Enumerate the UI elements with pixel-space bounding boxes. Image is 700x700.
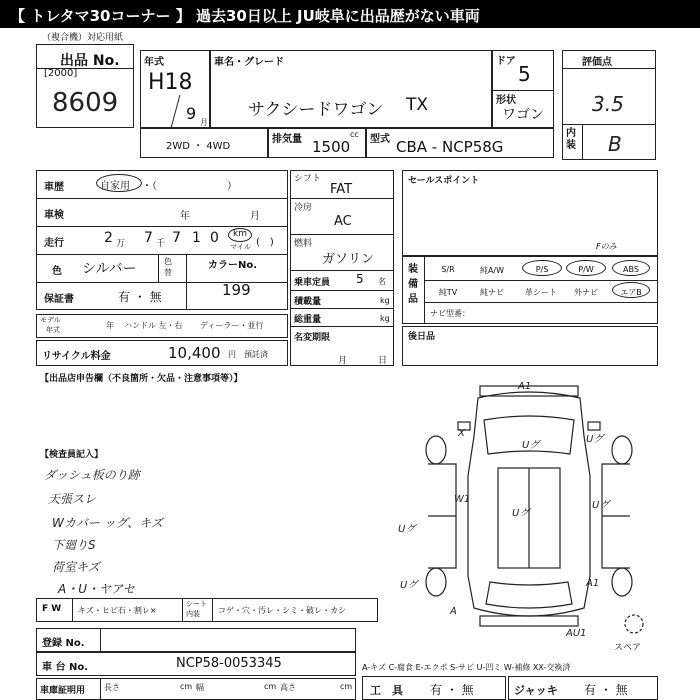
- sales-label: セールスポイント: [408, 176, 480, 186]
- inspector-label: 【検査員記入】: [40, 450, 104, 460]
- inspector-line: ダッシュ板のり跡: [44, 468, 140, 482]
- recycle-unit: 円: [228, 350, 236, 359]
- form-subnote: （複合機）対応用紙: [42, 33, 124, 43]
- weight-label: 総重量: [294, 315, 322, 325]
- equip-navi: 純ナビ: [480, 288, 504, 297]
- color-no-value: 199: [222, 281, 251, 299]
- chassis-value: NCP58-0053345: [176, 656, 282, 671]
- equip-tv: 純TV: [438, 288, 458, 297]
- certificate-height: 高さ: [280, 683, 296, 692]
- fw-items: キズ・ヒビ石・割レ×: [78, 606, 157, 615]
- jack-label: ジャッキ: [514, 684, 558, 697]
- ac-label: 冷房: [294, 203, 313, 213]
- inspection-label: 車検: [44, 210, 64, 221]
- inspector-line: Wカバー ッグ、キズ: [52, 516, 163, 530]
- recycle-note: 預託済: [244, 350, 268, 359]
- model-grade: TX: [406, 95, 429, 115]
- certificate-unit: cm: [180, 682, 193, 691]
- capacity-value: 5: [356, 272, 364, 286]
- inspection-year: 年: [180, 211, 190, 222]
- validity-label: 名変期限: [294, 333, 331, 343]
- damage-mark: W1: [454, 494, 471, 505]
- capacity-label: 乗車定員: [294, 278, 331, 288]
- mileage-sen: 7: [144, 230, 153, 246]
- ac-value: AC: [334, 214, 352, 229]
- fuel-value: ガソリン: [322, 252, 375, 267]
- damage-mark: A: [450, 606, 457, 617]
- fw-label: F W: [42, 604, 62, 614]
- interior-label: 内装: [566, 128, 576, 151]
- year-era: H18: [148, 70, 193, 95]
- mileage-km: km: [233, 229, 247, 239]
- equip-label: 装備品: [408, 264, 418, 305]
- shift-value: FAT: [330, 182, 353, 197]
- damage-mark: Uグ: [398, 524, 416, 535]
- doors-value: 5: [518, 62, 531, 86]
- history-value: 自家用: [100, 181, 130, 192]
- handle-dealer: ディーラー・並行: [200, 321, 264, 330]
- type-label: 型式: [370, 134, 390, 145]
- capacity-unit: 名: [378, 277, 386, 286]
- equip-abs: ABS: [623, 265, 639, 274]
- declaration-label: 【出品店申告欄（不良箇所・欠品・注意事項等）】: [40, 374, 243, 384]
- equip-pw: P/W: [578, 265, 594, 274]
- certificate-label: 車庫証明用: [40, 686, 86, 696]
- damage-mark: Uグ: [522, 440, 540, 451]
- doors-label: ドア: [496, 56, 516, 67]
- tools-value: 有 ・ 無: [430, 683, 474, 697]
- damage-mark: A1: [518, 381, 532, 392]
- damage-mark: Uグ: [586, 434, 604, 445]
- equip-aw: 純A/W: [479, 266, 505, 275]
- recycle-label: リサイクル料金: [42, 351, 111, 362]
- rating-value: 3.5: [592, 92, 624, 116]
- warranty-value: 有 ・ 無: [118, 290, 162, 304]
- handle-label2: 年式: [46, 326, 60, 334]
- rating-label: 評価点: [582, 57, 612, 68]
- mileage-sen-unit: 千: [156, 239, 166, 249]
- lot-number: 8609: [52, 88, 119, 118]
- weight-unit: kg: [380, 314, 390, 323]
- inspection-month: 月: [250, 211, 260, 222]
- shape-label: 形状: [496, 95, 516, 106]
- damage-mark: Uグ: [400, 580, 418, 591]
- inspector-line: 天張スレ: [48, 492, 97, 506]
- history-label: 車歴: [44, 182, 64, 193]
- displacement-unit: cc: [350, 130, 359, 139]
- history-rest: ・（ ）: [142, 181, 237, 192]
- mileage-digit4: 1: [192, 230, 201, 246]
- damage-mark: A1: [586, 578, 600, 589]
- certificate-width: 幅: [196, 683, 204, 692]
- equip-navi-model: ナビ型番：: [430, 309, 470, 318]
- model-name: サクシードワゴン: [248, 100, 384, 120]
- later-label: 後日品: [408, 332, 436, 342]
- banner-text: 【 トレタマ30コーナー 】 過去30日以上 JU岐阜に出品歴がない車両: [10, 7, 480, 25]
- damage-mark: AU1: [566, 628, 587, 639]
- drive-label: 2WD ・ 4WD: [166, 141, 231, 152]
- handle-year: 年: [106, 321, 114, 330]
- fw-sheet: シート内装: [186, 600, 207, 618]
- handle-label1: モデル: [40, 316, 61, 324]
- tools-label: 工 具: [370, 684, 403, 697]
- equip-ext-navi: 外ナビ: [574, 288, 598, 297]
- inspector-line: 荷室キズ: [52, 560, 100, 574]
- equip-ps: P/S: [535, 265, 549, 274]
- validity-month: 月: [338, 356, 348, 366]
- damage-legend: A-キズ C-腐食 E-エクボ S-サビ U-凹ミ W-補修 XX-交換済: [362, 663, 571, 672]
- certificate-unit: cm: [264, 682, 277, 691]
- handle-side: ハンドル 左・右: [124, 321, 183, 330]
- load-label: 積載量: [294, 297, 322, 307]
- lot-tag: [2000]: [44, 68, 78, 79]
- damage-mark: Uグ: [512, 508, 530, 519]
- color-no-label: カラーNo.: [208, 260, 258, 271]
- mileage-label: 走行: [44, 238, 64, 249]
- equip-sr: S/R: [441, 265, 455, 274]
- equip-note: Fのみ: [596, 242, 617, 251]
- recycle-value: 10,400: [168, 344, 221, 362]
- certificate-length: 長さ: [104, 683, 120, 692]
- mileage-man: 2: [104, 230, 113, 246]
- interior-value: B: [608, 132, 622, 156]
- year-month-unit: 月: [200, 118, 208, 127]
- shape-value: ワゴン: [502, 107, 544, 123]
- mileage-man-unit: 万: [116, 239, 126, 249]
- color-change-label: 色替: [164, 257, 172, 277]
- fuel-label: 燃料: [294, 239, 313, 249]
- displacement-label: 排気量: [272, 134, 302, 145]
- inspector-line: 下廻りS: [52, 538, 96, 552]
- lot-label: 出品 No.: [60, 53, 120, 69]
- warranty-label: 保証書: [44, 294, 74, 305]
- jack-value: 有 ・ 無: [584, 683, 628, 697]
- certificate-unit: cm: [340, 682, 353, 691]
- year-month: 9: [186, 104, 197, 123]
- equip-leather: 革シート: [525, 288, 557, 297]
- shift-label: シフト: [294, 174, 322, 184]
- displacement-value: 1500: [312, 138, 351, 156]
- spare-label: スペア: [614, 643, 642, 653]
- chassis-label: 車 台 No.: [42, 662, 89, 673]
- registration-label: 登録 No.: [42, 638, 85, 649]
- mileage-digit5: 0: [210, 230, 219, 246]
- type-value: CBA - NCP58G: [396, 138, 504, 156]
- inspector-line: A・U・ヤアセ: [58, 582, 135, 596]
- validity-day: 日: [378, 356, 388, 366]
- color-value: シルバー: [82, 261, 137, 277]
- color-label: 色: [52, 266, 62, 277]
- year-label: 年式: [144, 57, 164, 68]
- later-box: [402, 326, 658, 366]
- damage-mark: X: [458, 428, 465, 439]
- equip-airbag: エアB: [620, 288, 642, 297]
- mileage-digit3: 7: [172, 230, 181, 246]
- model-label: 車名・グレード: [214, 57, 284, 68]
- load-unit: kg: [380, 296, 390, 305]
- fw-stains: コゲ・穴・汚レ・シミ・破レ・カシ: [218, 606, 346, 615]
- mileage-mile: マイル: [230, 243, 251, 251]
- damage-mark: Uグ: [592, 500, 610, 511]
